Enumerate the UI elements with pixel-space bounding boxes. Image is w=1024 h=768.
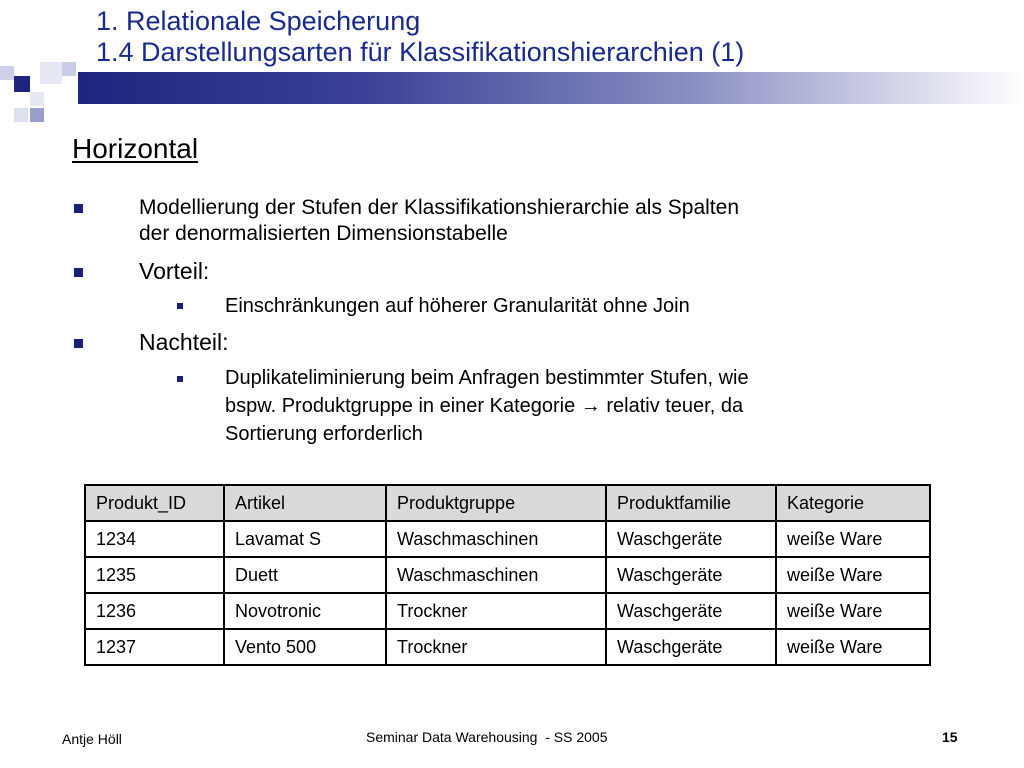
table-row	[85, 521, 930, 557]
table-cell: 1235	[85, 557, 224, 593]
sub-bullet-square-icon	[177, 376, 183, 382]
table-cell: Waschgeräte	[606, 593, 776, 629]
bullet-text-2: Vorteil:	[139, 258, 210, 284]
table-row	[85, 629, 930, 665]
table-row	[85, 557, 930, 593]
table-cell: Waschgeräte	[606, 629, 776, 665]
table-cell: Trockner	[386, 629, 606, 665]
table-cell: Lavamat S	[224, 521, 386, 557]
table-cell: 1237	[85, 629, 224, 665]
sub-bullet-2-line-1: Duplikateliminierung beim Anfragen bestimmter Stufen, wie	[225, 367, 749, 389]
slide-title	[96, 6, 744, 68]
bullet-square-icon	[74, 268, 83, 277]
table-header-row	[85, 485, 930, 521]
deco-square-5	[30, 92, 44, 106]
table-cell: Waschgeräte	[606, 557, 776, 593]
deco-square-1	[0, 66, 14, 80]
table-cell: Novotronic	[224, 593, 386, 629]
table-cell: weiße Ware	[776, 557, 930, 593]
sub-bullet-2-line-2	[225, 392, 749, 420]
sub-bullet-text-2	[225, 364, 749, 448]
title-line-2: 1.4 Darstellungsarten für Klassifikationshierarchien (1)	[96, 37, 745, 67]
sub-bullet-square-icon	[177, 303, 183, 309]
table-cell: weiße Ware	[776, 629, 930, 665]
table-cell: weiße Ware	[776, 521, 930, 557]
bullet-1-line-1: Modellierung der Stufen der Klassifikationshierarchie als Spalten	[139, 196, 739, 219]
bullet-1-line-2: der denormalisierten Dimensionstabelle	[139, 222, 508, 245]
header-kategorie: Kategorie	[776, 485, 930, 521]
table-cell: Vento 500	[224, 629, 386, 665]
table-cell: Waschmaschinen	[386, 557, 606, 593]
bullet-square-icon	[74, 339, 83, 348]
table-row	[85, 593, 930, 629]
title-band	[78, 72, 1024, 104]
deco-square-2	[14, 76, 30, 92]
deco-square-7	[30, 108, 44, 122]
title-line-1: 1. Relationale Speicherung	[96, 6, 421, 36]
bullet-square-icon	[74, 204, 83, 213]
dimension-table	[84, 484, 931, 666]
header-produktfamilie: Produktfamilie	[606, 485, 776, 521]
table-cell: Waschgeräte	[606, 521, 776, 557]
header-produktgruppe: Produktgruppe	[386, 485, 606, 521]
sub-bullet-2-line-2b: relativ teuer, da	[600, 395, 744, 417]
table-cell: weiße Ware	[776, 593, 930, 629]
section-heading: Horizontal	[72, 133, 199, 164]
page-number: 15	[942, 729, 958, 745]
footer-center: Seminar Data Warehousing - SS 2005	[366, 729, 608, 745]
deco-square-4	[62, 62, 76, 76]
deco-square-3	[40, 62, 62, 84]
header-artikel: Artikel	[224, 485, 386, 521]
table-cell: Duett	[224, 557, 386, 593]
table-cell: Waschmaschinen	[386, 521, 606, 557]
table-cell: 1234	[85, 521, 224, 557]
sub-bullet-text-1: Einschränkungen auf höherer Granularität ohne Join	[225, 295, 690, 317]
sub-bullet-2-line-2a: bspw. Produktgruppe in einer Kategorie	[225, 395, 581, 417]
footer-author: Antje Höll	[62, 731, 122, 747]
table-cell: Trockner	[386, 593, 606, 629]
deco-square-6	[14, 108, 28, 122]
bullet-text-1	[139, 195, 739, 247]
header-produkt-id: Produkt_ID	[85, 485, 224, 521]
bullet-text-3: Nachteil:	[139, 329, 229, 355]
table-cell: 1236	[85, 593, 224, 629]
arrow-right-icon: →	[580, 395, 601, 417]
sub-bullet-2-line-3: Sortierung erforderlich	[225, 423, 423, 445]
